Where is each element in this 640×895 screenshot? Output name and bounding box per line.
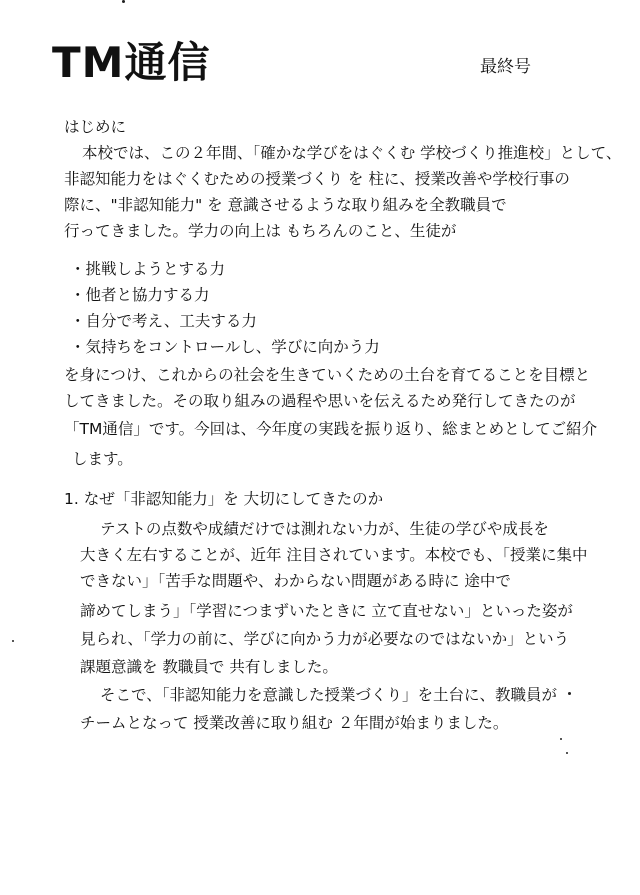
section1-para1-line: 見られ、「学力の前に、学びに向かう力が必要なのではないか」という xyxy=(80,630,570,648)
goal-bullet: ・挑戦しようとする力 xyxy=(70,260,226,278)
scan-speck xyxy=(12,640,14,642)
issue-label: 最終号 xyxy=(480,57,531,77)
intro-para2-line: を身につけ、これからの社会を生きていくための土台を育てることを目標と xyxy=(64,366,591,384)
section1-heading: 1. なぜ「非認知能力」を 大切にしてきたのか xyxy=(64,490,384,508)
section1-para1-line: 課題意識を 教職員で 共有しました。 xyxy=(80,658,338,676)
section1-para1-line: 大きく左右することが、近年 注目されています。本校でも、「授業に集中 xyxy=(80,546,588,564)
intro-para2-line: 「TM通信」です。今回は、今年度の実践を振り返り、総まとめとしてご紹介 xyxy=(64,420,598,438)
section1-para2-line: チームとなって 授業改善に取り組む ２年間が始まりました。 xyxy=(80,714,509,732)
scan-speck xyxy=(566,752,568,754)
scan-speck xyxy=(568,692,571,695)
goal-bullet: ・他者と協力する力 xyxy=(70,286,210,304)
section1-para1-line: 諦めてしまう」「学習につまずいたときに 立て直せない」といった姿が xyxy=(80,602,573,620)
goal-bullet: ・自分で考え、工夫する力 xyxy=(70,312,257,330)
scan-speck xyxy=(560,738,562,740)
intro-para2-line: します。 xyxy=(72,450,133,468)
intro-para2-line: してきました。その取り組みの過程や思いを伝えるため発行してきたのが xyxy=(64,392,576,410)
section1-para2-line: そこで、「非認知能力を意識した授業づくり」を土台に、教職員が xyxy=(100,686,557,704)
intro-para1-line: 本校では、この２年間、「確かな学びをはぐくむ 学校づくり推進校」として、 xyxy=(82,144,622,162)
section1-para1-line: テストの点数や成績だけでは測れない力が、生徒の学びや成長を xyxy=(100,520,549,538)
page-title: TM通信 xyxy=(52,38,211,87)
scan-speck xyxy=(122,0,125,3)
intro-para1-line: 際に、"非認知能力" を 意識させるような取り組みを全教職員で xyxy=(64,196,507,214)
intro-para1-line: 非認知能力をはぐくむための授業づくり を 柱に、授業改善や学校行事の xyxy=(64,170,570,188)
intro-heading: はじめに xyxy=(64,118,127,136)
goal-bullet: ・気持ちをコントロールし、学びに向かう力 xyxy=(70,338,380,356)
section1-para1-line: できない」「苦手な問題や、わからない問題がある時に 途中で xyxy=(80,572,511,590)
intro-para1-line: 行ってきました。学力の向上は もちろんのこと、生徒が xyxy=(64,222,457,240)
